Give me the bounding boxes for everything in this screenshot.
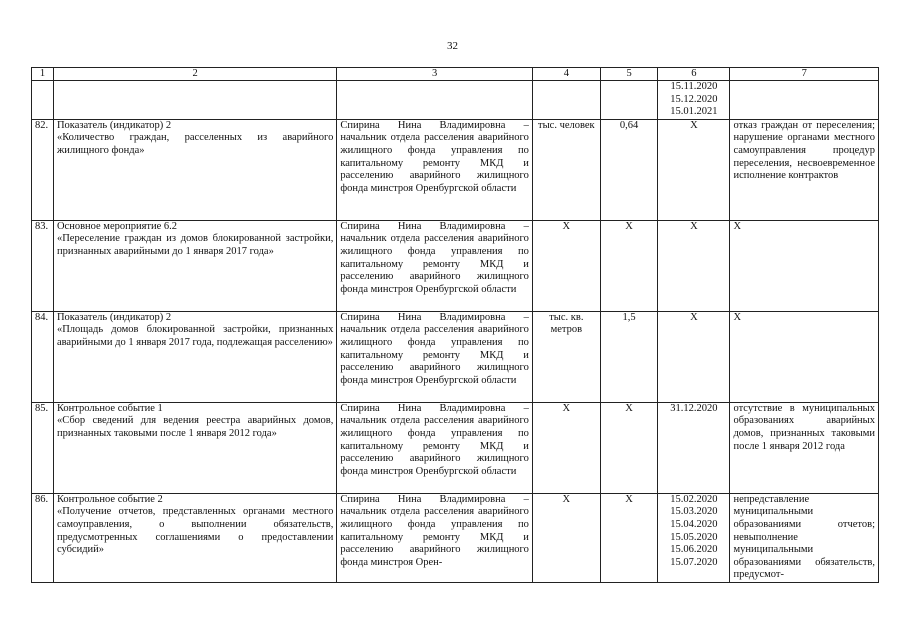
header-cell: 5: [600, 68, 658, 81]
row-title-kind: Показатель (индикатор) 2: [56, 119, 172, 131]
row-value: Х: [600, 220, 658, 311]
row-responsible: [337, 81, 533, 120]
row-unit: Х: [532, 402, 600, 493]
row-title-kind: Контрольное событие 1: [56, 402, 163, 414]
plan-table: [31, 67, 879, 583]
date-entry: Х: [690, 220, 698, 232]
row-title: [53, 311, 336, 402]
column-number-header: [32, 68, 879, 81]
row-dates: [658, 220, 730, 311]
header-cell: 3: [337, 68, 533, 81]
date-entry: 15.02.2020: [670, 493, 718, 505]
date-entry: 15.06.2020: [670, 544, 718, 556]
row-title: [53, 119, 336, 220]
row-title-name: «Площадь домов блокированной застройки, признанных аварийными до 1 января 2017 года, подлежащая расселению»: [56, 324, 334, 348]
row-responsible: Спирина Нина Владимировна – начальник отдела расселения аварийного жилищного фонда управления по капитальному ремонту МКД и расселению аварийного жилищного фонда минстроя Оренбургской области: [337, 220, 533, 311]
row-unit: тыс. кв. метров: [532, 311, 600, 402]
table-row: [32, 220, 879, 311]
row-title-name: «Получение отчетов, представленных органами местного самоуправления, о выполнении обязательств, предусмотренных соглашениями о предоставлении субсидий»: [56, 506, 334, 556]
row-title-name: «Переселение граждан из домов блокированной застройки, признанных аварийными до 1 января 2017 года»: [56, 233, 334, 257]
row-risks: отказ граждан от переселения; нарушение органами местного самоуправления процедур переселения, несвоевременное исполнение контрактов: [730, 119, 879, 220]
date-entry: 15.03.2020: [670, 506, 718, 518]
row-value: 0,64: [600, 119, 658, 220]
table-row: [32, 402, 879, 493]
header-cell: 2: [53, 68, 336, 81]
row-risks: [730, 81, 879, 120]
header-cell: 4: [532, 68, 600, 81]
continuation-row: [32, 81, 879, 120]
date-entry: Х: [690, 119, 698, 131]
row-title-kind: Контрольное событие 2: [56, 493, 163, 505]
row-responsible: Спирина Нина Владимировна – начальник отдела расселения аварийного жилищного фонда управления по капитальному ремонту МКД и расселению аварийного жилищного фонда минстроя Оренбургской области: [337, 311, 533, 402]
header-cell: 7: [730, 68, 879, 81]
row-unit: Х: [532, 493, 600, 582]
row-unit: [532, 81, 600, 120]
row-dates: [658, 81, 730, 120]
row-title-name: «Сбор сведений для ведения реестра аварийных домов, признанных таковыми после 1 января 2012 года»: [56, 415, 334, 439]
table-row: [32, 119, 879, 220]
row-dates: [658, 402, 730, 493]
date-entry: 15.04.2020: [670, 518, 718, 530]
row-unit: Х: [532, 220, 600, 311]
row-dates: [658, 119, 730, 220]
header-cell: 6: [658, 68, 730, 81]
row-responsible: Спирина Нина Владимировна – начальник отдела расселения аварийного жилищного фонда управления по капитальному ремонту МКД и расселению аварийного жилищного фонда минстроя Оренбургской области: [337, 402, 533, 493]
date-entry: 15.05.2020: [670, 531, 718, 543]
date-entry: 15.11.2020: [670, 81, 718, 92]
row-title: [53, 81, 336, 120]
table-row: [32, 311, 879, 402]
row-number: [32, 81, 54, 120]
row-risks: отсутствие в муниципальных образованиях аварийных домов, признанных таковыми после 1 января 2012 года: [730, 402, 879, 493]
row-value: 1,5: [600, 311, 658, 402]
row-responsible: Спирина Нина Владимировна – начальник отдела расселения аварийного жилищного фонда управления по капитальному ремонту МКД и расселению аварийного жилищного фонда минстроя Орен-: [337, 493, 533, 582]
row-number: 86.: [32, 493, 54, 582]
row-title: [53, 220, 336, 311]
date-entry: Х: [690, 311, 698, 323]
row-value: Х: [600, 493, 658, 582]
date-entry: 15.12.2020: [670, 93, 718, 105]
row-title-kind: Основное мероприятие 6.2: [56, 220, 178, 232]
row-number: 83.: [32, 220, 54, 311]
table-row: [32, 493, 879, 582]
row-number: 82.: [32, 119, 54, 220]
page-number: 32: [447, 40, 458, 52]
row-risks: непредставление муниципальными образованиями отчетов; невыполнение муниципальными образованиями обязательств, предусмот-: [730, 493, 879, 582]
row-responsible: Спирина Нина Владимировна – начальник отдела расселения аварийного жилищного фонда управления по капитальному ремонту МКД и расселению аварийного жилищного фонда минстроя Оренбургской области: [337, 119, 533, 220]
row-title-kind: Показатель (индикатор) 2: [56, 311, 172, 323]
row-risks: Х: [730, 311, 879, 402]
row-value: [600, 81, 658, 120]
row-value: Х: [600, 402, 658, 493]
row-title: [53, 493, 336, 582]
row-unit: тыс. человек: [532, 119, 600, 220]
row-number: 84.: [32, 311, 54, 402]
date-entry: 15.01.2021: [670, 106, 718, 118]
row-dates: [658, 493, 730, 582]
row-dates: [658, 311, 730, 402]
date-entry: 15.07.2020: [670, 556, 718, 568]
row-title: [53, 402, 336, 493]
row-number: 85.: [32, 402, 54, 493]
row-title-name: «Количество граждан, расселенных из аварийного жилищного фонда»: [56, 132, 334, 156]
row-risks: Х: [730, 220, 879, 311]
date-entry: 31.12.2020: [670, 402, 718, 414]
header-cell: 1: [32, 68, 54, 81]
